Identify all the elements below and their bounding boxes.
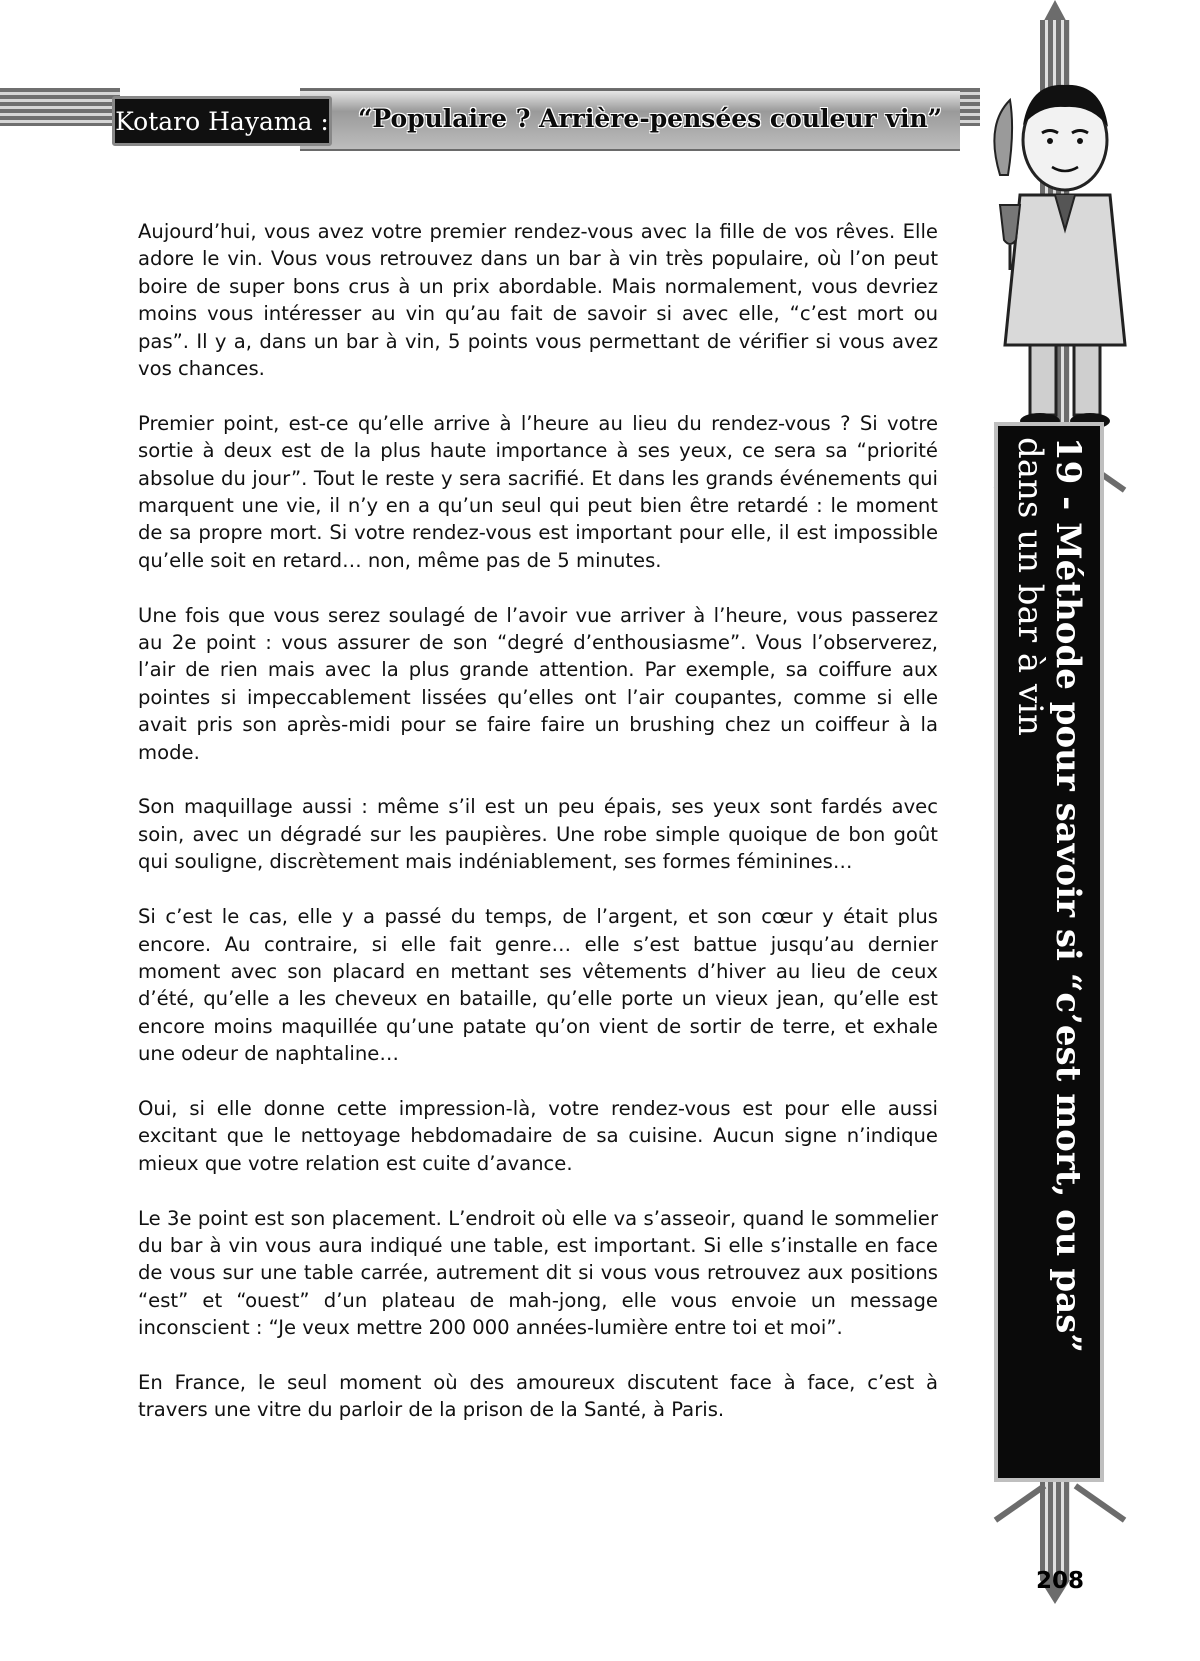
paragraph: Oui, si elle donne cette impression-là, votre rendez-vous est pour elle aussi excitant que le nettoyage hebdomadaire de sa cuisine. Aucun signe n’indique mieux que votre relation est cuite d’avance. — [138, 1096, 938, 1175]
paragraph: Premier point, est-ce qu’elle arrive à l’heure au lieu du rendez-vous ? Si votre sortie à deux est de la plus haute importance à ses yeux, ce sera sa “priorité absolue du jour”. Tout le reste y sera sacrifié. Et dans les grands événements qui marquent une vie, il n’y en a qu’un seul qui peut bien être retardé : le moment de sa propre mort. Si votre rendez-vous est important pour elle, il est impossible qu’elle soit en retard… non, même pas de 5 minutes. — [138, 411, 938, 572]
chapter-heading-line-1: 19 - Méthode pour savoir si “c’est mort, ou pas” — [1048, 437, 1088, 1353]
author-label: Kotaro Hayama : — [112, 96, 332, 146]
header-stripes-left — [0, 88, 120, 126]
paragraph: En France, le seul moment où des amoureux discutent face à face, c’est à travers une vitre du parloir de la prison de la Santé, à Paris. — [138, 1370, 938, 1422]
chapter-heading-line-2: dans un bar à vin — [1010, 437, 1050, 736]
chevron-decoration — [994, 1483, 1047, 1522]
chapter-heading — [1011, 437, 1087, 1467]
paragraph: Son maquillage aussi : même s’il est un peu épais, ses yeux sont fardés avec soin, avec un dégradé sur les paupières. Une robe simple quoique de bon goût qui souligne, discrètement mais indéniablement, ses formes féminines… — [138, 795, 938, 874]
paragraph: Une fois que vous serez soulagé de l’avoir vue arriver à l’heure, vous passerez au 2e point : vous assurer de son “degré d’enthousiasme”. Vous l’observerez, l’air de rien mais avec la plus grande attention. Par exemple, sa coiffure aux pointes si impeccablement lissées qu’elles ont l’air coupantes, comme si elle avait pris son après-midi pour se faire faire un brushing chez un coiffeur à la mode. — [138, 603, 938, 764]
page-number: 208 — [1036, 1568, 1085, 1594]
author-caricature — [960, 55, 1170, 435]
paragraph: Si c’est le cas, elle y a passé du temps, de l’argent, et son cœur y était plus encore. Au contraire, si elle fait genre… elle s’est battue jusqu’au dernier moment avec son placard en mettant ses vêtements d’hiver au lieu de ceux d’été, qu’elle a les cheveux en bataille, qu’elle porte un vieux jean, qu’elle est encore moins maquillée qu’une patate qu’on vient de sortir de terre, et exhale une odeur de naphtaline… — [138, 905, 938, 1066]
chevron-decoration — [1074, 1483, 1127, 1522]
paragraph: Aujourd’hui, vous avez votre premier rendez-vous avec la fille de vos rêves. Elle adore le vin. Vous vous retrouvez dans un bar à vin très populaire, où l’on peut boire de super bons crus à un prix abordable. Mais normalement, vous devriez moins vous intéresser au vin qu’au fait de savoir si avec elle, “c’est mort ou pas”. Il y a, dans un bar à vin, 5 points vous permettant de vérifier si vous avez vos chances. — [138, 220, 938, 381]
page-title: “Populaire ? Arrière-pensées couleur vin” — [357, 103, 943, 133]
paragraph: Le 3e point est son placement. L’endroit où elle va s’asseoir, quand le sommelier du bar à vin vous aura indiqué une table, est important. Si elle s’installe en face de vous sur une table carrée, autrement dit si vous vous retrouvez aux positions “est” et “ouest” d’un plateau de mah-jong, elle vous envoie un message inconscient : “Je veux mettre 200 000 années-lumière entre toi et moi”. — [138, 1206, 938, 1340]
chapter-heading-bar — [994, 422, 1104, 1482]
article-body — [138, 218, 938, 1451]
